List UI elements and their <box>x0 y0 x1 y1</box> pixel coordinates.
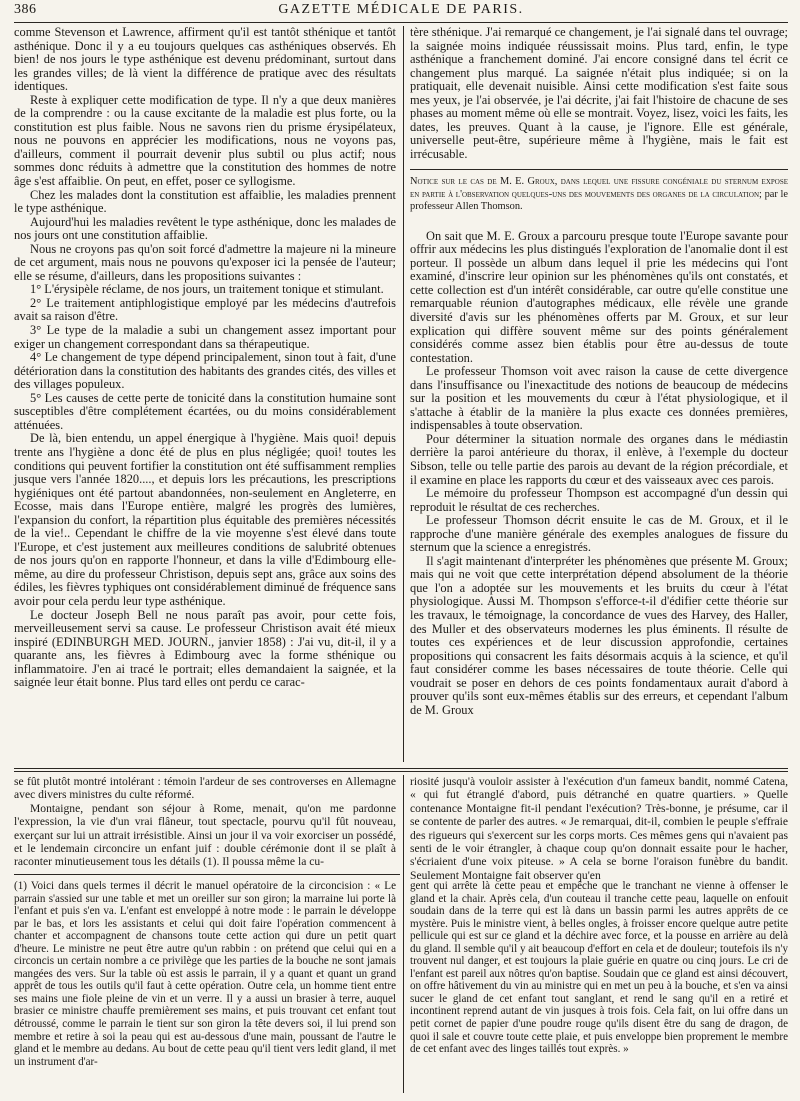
paragraph: Il s'agit maintenant d'interpréter les phénomènes que présente M. Groux; mais qui ne voit que cette interprétation dépend absolument de la théorie que l'on a adoptée sur les mouvements et les bruits du cœur à l'état physiologique. Aussi M. Thompson s'efforce-t-il d'édifier cette théorie sur les travaux, le témoignage, la concordance de vues des Harvey, des Haller, des Muller et des observateurs modernes les plus éminents. Il résulte de toutes ces expériences et de leur discussion approfondie, certaines propositions qui consacrent les faits désormais acquis à la science, et qu'il faut considérer comme les bases nécessaires de toute théorie. Celle qui voudrait se poser en dehors de ces points fondamentaux aurait d'abord à prouver qu'ils sont eux-mêmes établis sur des erreurs, et cependant l'album de M. Groux <box>410 553 788 717</box>
paragraph: se fût plutôt montré intolérant : témoin l'ardeur de ses controverses en Allemagne avec divers ministres du culte réformé. <box>14 775 396 802</box>
header-rule <box>14 22 788 23</box>
footnote: gent qui arrête là cette peau et empêche que le tranchant ne vienne à offenser le gland et la chair. Après cela, d'un couteau il tranche cette peau, laquelle on enfouit soudain dans de la terre qui est là dans un bassin parmi les autres apprêts de ce mystère. Puis le ministre vient, à belles ongles, à froisser encore quelque autre petite pellicule qui est sur ce gland et la déchire avec force, et la pousse en arrière au delà du gland. Il semble qu'il y ait beaucoup d'effort en cela et de douleur; toutefois ils n'y trouvent nul danger, et est toujours la plaie guérie en quatre ou cinq jours. Le cri de l'enfant est pareil aux nôtres qu'on baptise. Soudain que ce gland est ainsi découvert, on offre hâtivement du vin au ministre qui en met un peu à la bouche, et s'en va ainsi sucer le gland de cet enfant tout sanglant, et rend le sang qu'il en a retiré et incontinent reprend autant de vin jusques à trois fois. Cela fait, on lui offre dans un petit cornet de papier d'une poudre rouge qu'ils disent être du sang de dragon, de quoi il sale et couvre toute cette plaie, et puis enveloppe bien proprement le membre de cet enfant avec des linges taillés tout exprès. » <box>410 880 788 1056</box>
footnote-right <box>410 880 788 1095</box>
paragraph: Pour déterminer la situation normale des organes dans le médiastin derrière la paroi antérieure du thorax, il enlève, à l'exemple du docteur Sibson, telle ou telle partie des parois au devant de la région précordiale, et il examine en place les rapports du cœur et des vaisseaux avec ces parois. <box>410 431 788 487</box>
right-column <box>410 26 788 764</box>
note-heading <box>410 176 788 213</box>
paragraph: riosité jusqu'à vouloir assister à l'exécution d'un fameux bandit, nommé Catena, « qui fut étranglé d'abord, puis détranché en quatre quartiers. » Quelle contenance Montaigne fit-il pendant l'exécution? Très-bonne, je présume, car il se contente de parler des autres. « Je remarquai, dit-il, combien le peuple s'effraie des rigueurs qui s'exercent sur les corps morts. Ces mêmes gens qui n'avaient pas senti de le voir étrangler, à chaque coup qu'on donnait essaite pour le hacher, s'écriaient d'une voix piteuse. » A cela se borne l'oraison funèbre du bandit. Seulement Montaigne fait observer qu'en <box>410 775 788 882</box>
page-number: 386 <box>14 2 37 17</box>
paragraph: De là, bien entendu, un appel énergique à l'hygiène. Mais quoi! depuis trente ans l'hygiène a donc été de plus en plus négligée; quoi! toutes les conditions qui peuvent fortifier la constitution ont été suffisamment remplies jusque vers l'année 1820...., et depuis lors les précautions, les prescriptions hygiéniques ont été partout abandonnées, non-seulement en Angleterre, en Ecosse, mais dans l'Europe entière, malgré les progrès des lumières, l'expansion du confort, la répartition plus équitable des premières nécessités de la vie!.. Cependant le chiffre de la vie moyenne s'est élevé dans toute l'Europe, et c'est justement aux meilleures conditions de salubrité obtenues de nos jours qu'on en rapporte l'honneur, et dans la ville d'Edimbourg elle-même, au dire du professeur Christison, depuis sept ans, grâce aux soins des édiles, les fièvres typhiques ont considérablement diminué de fréquence sans avoir pour cela perdu leur type asthénique. <box>14 431 396 608</box>
column-divider <box>403 26 404 762</box>
list-item: 3° Le type de la maladie a subi un changement assez important pour exiger un changement correspondant dans sa thérapeutique. <box>14 323 396 351</box>
section-rule <box>410 169 788 170</box>
note-title: Notice sur le cas de M. E. Groux, dans lequel une fissure congéniale du sternum expose en partie à l'observation quelques-uns des mouvements des organes de la circulation; <box>410 176 788 200</box>
paragraph: Montaigne, pendant son séjour à Rome, menait, qu'on me pardonne l'expression, la vie d'un vrai flâneur, tout spectacle, pourvu qu'il fût nouveau, exerçant sur lui un attrait irrésistible. Ainsi un jour il va voir exorciser un possédé, et le lendemain circoncire un enfant juif : double cérémonie dont il se plaît à raconter minutieusement tous les détails (1). Il poussa même la cu- <box>14 801 396 869</box>
list-item: 2° Le traitement antiphlogistique employé par les médecins d'autrefois avait sa raison d'être. <box>14 295 396 324</box>
running-header <box>14 2 788 22</box>
journal-title: GAZETTE MÉDICALE DE PARIS. <box>278 2 524 17</box>
left-column <box>14 26 396 764</box>
paragraph: Reste à expliquer cette modification de type. Il n'y a que deux manières de la comprendre : ou la cause excitante de la maladie est plus forte, ou la constitution est plus faible. Nous ne savons rien du prisme érysipélateux, nous ne pouvons en apprécier les modifications, nous ne voyons pas, d'ailleurs, comment il pourrait devenir plus subtil ou plus actif; nous sommes donc réduits à admettre que la constitution des hommes de notre âge s'est affaiblie. On peut, en effet, poser ce syllogisme. <box>14 92 396 189</box>
paragraph: Le professeur Thomson décrit ensuite le cas de M. Groux, et il le rapproche d'une manière générale des exemples analogues de fissure du sternum que la science a enregistrés. <box>410 513 788 555</box>
paragraph: Le mémoire du professeur Thompson est accompagné d'un dessin qui reproduit le résultat de ces recherches. <box>410 486 788 514</box>
paragraph: Chez les malades dont la constitution est affaiblie, les maladies prennent le type asthénique. <box>14 187 396 216</box>
footnote-rule <box>14 874 400 875</box>
paragraph: Le professeur Thomson voit avec raison la cause de cette divergence dans l'insuffisance ou l'inexactitude des notions de beaucoup de médecins sur la position et les mouvements du cœur à l'état physiologique, et il s'attache à établir de la manière la plus exacte ces données premières, indispensables à toute observation. <box>410 364 788 433</box>
footnote-left <box>14 880 396 1095</box>
paragraph: tère sthénique. J'ai remarqué ce changement, je l'ai signalé dans tel ouvrage; la saignée moins indiquée réussissait moins. Plus tard, enfin, le type asthénique a franchement dominé. J'ai encore consigné dans tel écrit ce changement plus marqué. La saignée n'était plus indiquée; si on la pratiquait, elle devenait nuisible. Ainsi cette modification s'est faite sous mes yeux, je l'ai observée, je l'ai décrite, j'ai fait l'histoire de chacune de ses phases au moment même où elle se montrait. Voyez, lisez, voici les faits, les dates, les preuves. Quant à la cause, je l'ignore. Elle est générale, universelle peut-être, supérieure même à l'hygiène, mais le fait est irrécusable. <box>410 25 788 161</box>
list-item: 4° Le changement de type dépend principalement, sinon tout à fait, d'une détérioration dans la constitution des habitants des grandes cités, des villes et des villages populeux. <box>14 350 396 392</box>
paragraph: comme Stevenson et Lawrence, affirment qu'il est tantôt sthénique et tantôt asthénique. Donc il y a eu toujours quelques cas asthéniques observés. Eh bien! de nos jours le type asthénique est devenu prédominant, surtout dans les grandes villes; de là vient la différence de pratique avec des résultats identiques. <box>14 25 396 94</box>
column-divider <box>403 775 404 1093</box>
section-rule <box>14 768 788 769</box>
paragraph: Aujourd'hui les maladies revêtent le type asthénique, donc les malades de nos jours ont une constitution affaiblie. <box>14 214 396 243</box>
footnote: (1) Voici dans quels termes il décrit le manuel opératoire de la circoncision : « Le parrain s'assied sur une table et met un oreiller sur son giron; la marraine lui porte là l'enfant et puis s'en va. L'enfant est enveloppé à notre mode : le parrain le développe par le bas, et lors les assistants et celui qui doit faire l'opération commencent à chanter et accompagnent de chansons toute cette action qui dure un petit quart d'heure. Le ministre ne peut être autre qu'un rabbin : on prétend que celui qui en a circoncis un certain nombre a ce privilège que les parties de la bouche ne sont jamais mangées des vers. Sur la table où est assis le parrain, il y a quant et quant un grand apprêt de tous les outils qu'il faut à cette opération. Outre cela, un homme tient entre ses mains une fiole pleine de vin et un verre. Il y a aussi un brasier à terre, auquel brasier ce ministre chauffe premièrement ses mains, et puis trouvant cet enfant tout détroussé, comme le parrain le tient sur son giron la tête devers soi, il lui prend son membre et retire à soi la peau qui est au-dessous d'une main, poussant de l'autre le gland et le membre au dedans. Au bout de cette peau qu'il tient vers ledit gland, il met un instrument d'ar- <box>14 880 396 1068</box>
lower-right-column <box>410 775 788 882</box>
note-author: par le professeur Allen Thomson. <box>410 188 788 213</box>
paragraph: On sait que M. E. Groux a parcouru presque toute l'Europe savante pour offrir aux médecins les plus distingués l'exploration de l'anomalie dont il est porteur. Il possède un album dans lequel il prie les médecins qui l'ont examiné, d'inscrire leur opinion sur les phénomènes qu'ils ont constatés, et cette collection est d'un intérêt considérable, car outre qu'elle constitue une remarquable réunion d'autographes médicaux, elle révèle une grande diversité d'avis sur les phénomènes offerts par M. Groux, et sur leur explication qui diffère souvent même sur des points généralement considérés comme assez bien établis pour être au-dessus de toute contestation. <box>410 228 788 365</box>
paragraph: Nous ne croyons pas qu'on soit forcé d'admettre la majeure ni la mineure de cet argument, mais nous ne pouvons qu'exposer ici la pensée de l'auteur; elle se résume, d'ailleurs, dans les propositions suivantes : <box>14 241 396 283</box>
list-item: 1° L'érysipèle réclame, de nos jours, un traitement tonique et stimulant. <box>30 282 384 297</box>
lower-left-column <box>14 775 396 869</box>
paragraph: Le docteur Joseph Bell ne nous paraît pas avoir, pour cette fois, merveilleusement servi sa cause. Le professeur Christison avait été mieux inspiré (EDINBURGH MED. JOURN., janvier 1858) : J'ai vu, dit-il, il y a quarante ans, les fièvres à Edimbourg avec la forme sthénique ou inflammatoire. J'en ai tracé le portrait; elles demandaient la saignée, et la saignée leur était bonne. Plus tard elles ont perdu ce carac- <box>14 607 396 690</box>
list-item: 5° Les causes de cette perte de tonicité dans la constitution humaine sont susceptibles d'être complétement écartées, ou du moins considérablement atténuées. <box>14 390 396 432</box>
section-rule <box>14 771 788 772</box>
